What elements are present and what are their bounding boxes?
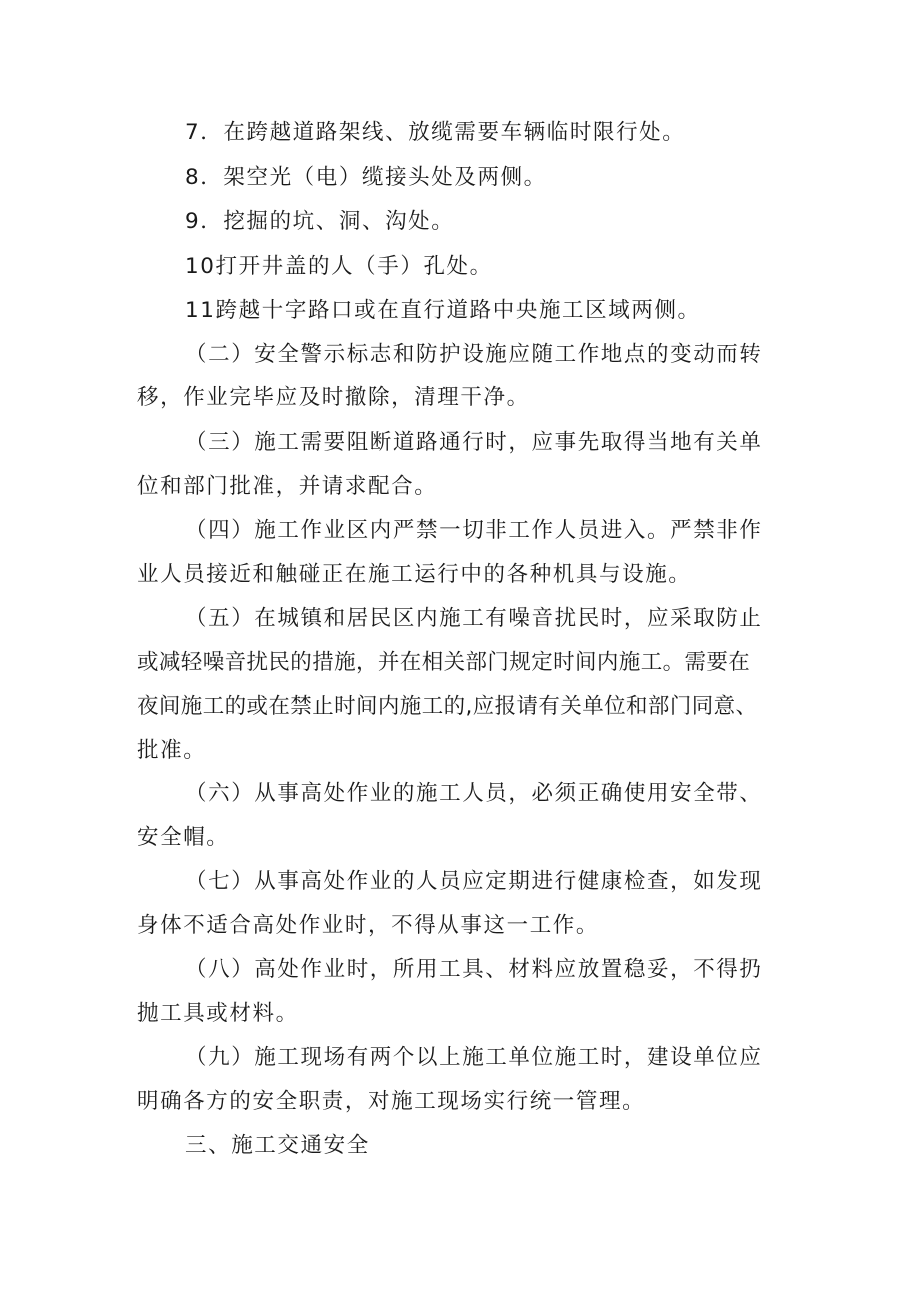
list-item-7: 7．在跨越道路架线、放缆需要车辆临时限行处。: [185, 120, 686, 145]
paragraph-2-line-2: 移，作业完毕应及时撤除，清理干净。: [137, 385, 530, 410]
paragraph-7-line-2: 身体不适合高处作业时，不得从事这一工作。: [137, 913, 600, 938]
paragraph-5-line-2: 或减轻噪音扰民的措施，并在相关部门规定时间内施工。需要在: [137, 650, 751, 675]
paragraph-5-line-4: 批准。: [137, 738, 207, 763]
paragraph-6-line-2: 安全帽。: [137, 825, 230, 850]
paragraph-6-line-1: （六）从事高处作业的施工人员，必须正确使用安全带、: [185, 781, 763, 806]
section-heading: 三、施工交通安全: [185, 1133, 370, 1158]
list-item-8: 8．架空光（电）缆接头处及两侧。: [185, 165, 547, 190]
paragraph-4-line-1: （四）施工作业区内严禁一切非工作人员进入。严禁非作: [185, 518, 763, 543]
paragraph-9-line-1: （九）施工现场有两个以上施工单位施工时，建设单位应: [185, 1045, 763, 1070]
paragraph-5-line-1: （五）在城镇和居民区内施工有噪音扰民时，应采取防止: [185, 606, 763, 631]
paragraph-3-line-2: 位和部门批准，并请求配合。: [137, 474, 438, 499]
list-item-9: 9．挖掘的坑、洞、沟处。: [185, 209, 455, 234]
paragraph-9-line-2: 明确各方的安全职责，对施工现场实行统一管理。: [137, 1089, 646, 1114]
paragraph-4-line-2: 业人员接近和触碰正在施工运行中的各种机具与设施。: [137, 562, 692, 587]
paragraph-3-line-1: （三）施工需要阻断道路通行时，应事先取得当地有关单: [185, 430, 763, 455]
paragraph-8-line-1: （八）高处作业时，所用工具、材料应放置稳妥，不得扔: [185, 957, 763, 982]
paragraph-7-line-1: （七）从事高处作业的人员应定期进行健康检查，如发现: [185, 869, 763, 894]
list-item-11: 11跨越十字路口或在直行道路中央施工区域两侧。: [185, 298, 701, 323]
paragraph-2-line-1: （二）安全警示标志和防护设施应随工作地点的变动而转: [185, 342, 763, 367]
paragraph-8-line-2: 抛工具或材料。: [137, 1001, 299, 1026]
paragraph-5-line-3: 夜间施工的或在禁止时间内施工的,应报请有关单位和部门同意、: [137, 694, 758, 719]
list-item-10: 10打开井盖的人（手）孔处。: [185, 254, 493, 279]
